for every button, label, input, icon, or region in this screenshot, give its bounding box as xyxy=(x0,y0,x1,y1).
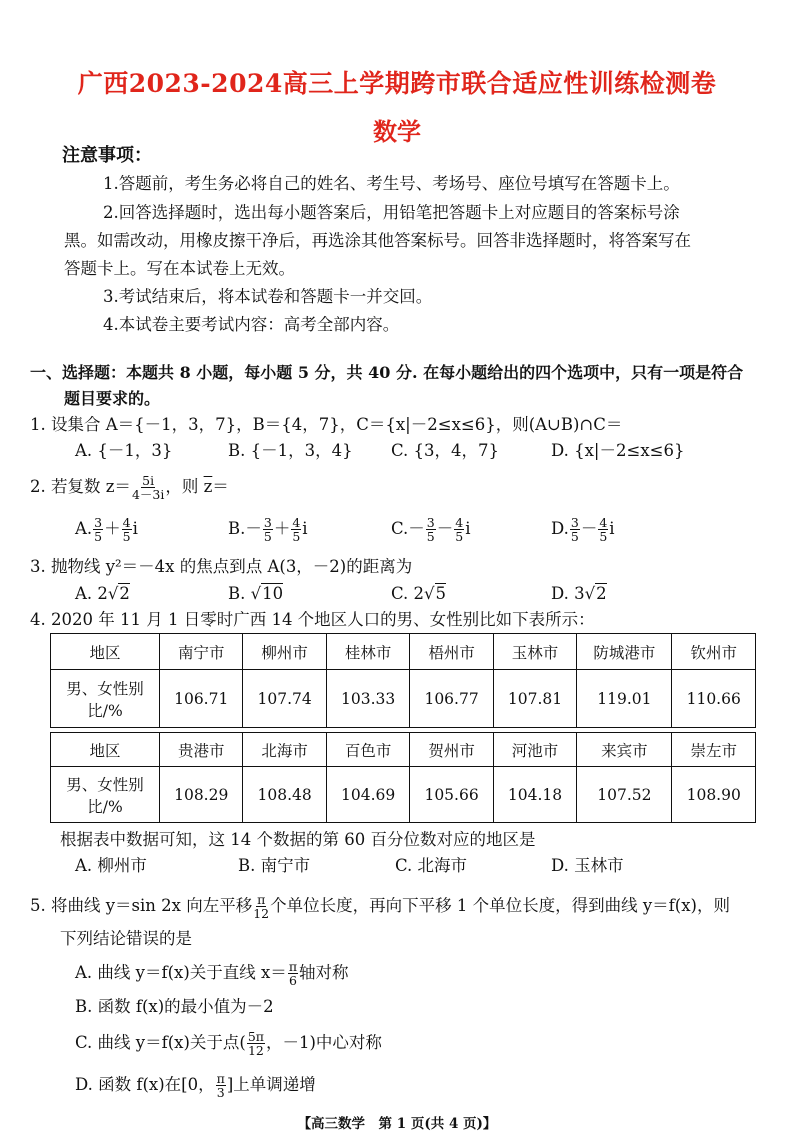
q1-option-b: B. {－1，3，4} xyxy=(228,441,353,460)
question-4-text: 根据表中数据可知，这 14 个数据的第 60 百分位数对应的地区是 xyxy=(60,830,536,849)
q1-option-c: C. {3，4，7} xyxy=(391,441,500,460)
q2-option-a: A. $\frac{3}{5}$ ＋ $\frac{4}{5}$ i xyxy=(75,515,138,544)
table-cell: 梧州市 xyxy=(410,634,493,670)
table-row xyxy=(51,733,756,767)
question-2-stem: 2. 若复数 z＝ $\frac{5i}{4-3i}$ ，则 $\overline{z}=$ xyxy=(30,473,229,502)
page-footer: 【高三数学 第 1 页(共 4 页)】 xyxy=(297,1116,497,1132)
page-title: 广西2023-2024高三上学期跨市联合适应性训练检测卷 xyxy=(77,69,717,98)
q5-option-d: D. 函数 f(x)在[0， $\frac{\pi}{3}$ ]上单调递增 xyxy=(75,1071,316,1100)
table-row xyxy=(51,670,756,728)
table-cell: 103.33 xyxy=(326,670,409,728)
table-cell: 107.74 xyxy=(243,670,326,728)
section-heading: 一、选择题：本题共 8 小题，每小题 5 分，共 40 分. 在每小题给出的四个选项中，只有一项是符合 xyxy=(30,363,744,382)
table-cell: 108.29 xyxy=(160,767,243,823)
notice-line: 答题卡上。写在本试卷上无效。 xyxy=(64,259,295,278)
table-cell: 来宾市 xyxy=(577,733,672,767)
q4-option-b: B. 南宁市 xyxy=(238,856,311,875)
table-cell: 柳州市 xyxy=(243,634,326,670)
table-cell: 贺州市 xyxy=(410,733,493,767)
notice-line: 1.答题前，考生务必将自己的姓名、考生号、考场号、座位号填写在答题卡上。 xyxy=(103,174,680,193)
table-cell: 钦州市 xyxy=(672,634,756,670)
q5-option-a: A. 曲线 y＝f(x)关于直线 x＝ $\frac{\pi}{6}$ 轴对称 xyxy=(75,959,349,988)
table-cell: 104.69 xyxy=(326,767,409,823)
table-cell: 玉林市 xyxy=(493,634,576,670)
table-header-cell: 男、女性别 比/% xyxy=(51,767,160,823)
notice-line: 4.本试卷主要考试内容：高考全部内容。 xyxy=(103,315,400,334)
q2-option-b: B.－ $\frac{3}{5}$ ＋ $\frac{4}{5}$ i xyxy=(228,515,308,544)
notice-heading: 注意事项： xyxy=(62,145,152,166)
table-row xyxy=(51,634,756,670)
table-header-cell: 男、女性别 比/% xyxy=(51,670,160,728)
table-cell: 104.18 xyxy=(493,767,576,823)
table-cell: 贵港市 xyxy=(160,733,243,767)
notice-line: 黑。如需改动，用橡皮擦干净后，再选涂其他答案标号。回答非选择题时，将答案写在 xyxy=(64,231,691,250)
table-row xyxy=(51,767,756,823)
table-header-cell: 地区 xyxy=(51,733,160,767)
table-cell: 南宁市 xyxy=(160,634,243,670)
question-5-stem: 5. 将曲线 y＝sin 2x 向左平移 $\frac{\pi}{12}$ 个单位长度，再向下平移 1 个单位长度，得到曲线 y＝f(x)，则 xyxy=(30,892,730,921)
q4-option-a: A. 柳州市 xyxy=(75,856,147,875)
table-cell: 119.01 xyxy=(577,670,672,728)
notice-line: 3.考试结束后，将本试卷和答题卡一并交回。 xyxy=(103,287,433,306)
q3-option-c: C. 2√5 xyxy=(391,584,447,603)
sex-ratio-table xyxy=(50,633,756,823)
question-4-stem: 4. 2020 年 11 月 1 日零时广西 14 个地区人口的男、女性别比如下表所示： xyxy=(30,610,595,629)
table-cell: 北海市 xyxy=(243,733,326,767)
question-5-stem-cont: 下列结论错误的是 xyxy=(60,929,192,948)
subject-title: 数学 xyxy=(373,117,421,146)
table-cell: 110.66 xyxy=(672,670,756,728)
table-cell: 108.48 xyxy=(243,767,326,823)
question-3-stem: 3. 抛物线 y²＝－4x 的焦点到点 A(3，－2)的距离为 xyxy=(30,557,413,576)
table-cell: 105.66 xyxy=(410,767,493,823)
table-cell: 107.81 xyxy=(493,670,576,728)
table-cell: 106.77 xyxy=(410,670,493,728)
q3-option-a: A. 2√2 xyxy=(75,584,130,603)
table-cell: 百色市 xyxy=(326,733,409,767)
table-cell: 崇左市 xyxy=(672,733,756,767)
table-header-cell: 地区 xyxy=(51,634,160,670)
table-cell: 桂林市 xyxy=(326,634,409,670)
notice-line: 2.回答选择题时，选出每小题答案后，用铅笔把答题卡上对应题目的答案标号涂 xyxy=(103,203,680,222)
q4-option-d: D. 玉林市 xyxy=(551,856,624,875)
table-cell: 防城港市 xyxy=(577,634,672,670)
q2-option-d: D. $\frac{3}{5}$ － $\frac{4}{5}$ i xyxy=(551,515,615,544)
q4-option-c: C. 北海市 xyxy=(395,856,468,875)
table-cell: 108.90 xyxy=(672,767,756,823)
q1-option-d: D. {x|－2≤x≤6} xyxy=(551,441,685,460)
section-heading-cont: 题目要求的。 xyxy=(64,389,161,408)
question-1-stem: 1. 设集合 A＝{－1，3，7}，B＝{4，7}，C＝{x|－2≤x≤6}，则(A∪B)∩C＝ xyxy=(30,415,623,434)
q3-option-b: B. √10 xyxy=(228,584,284,603)
q5-option-c: C. 曲线 y＝f(x)关于点( $\frac{5\pi}{12}$ ，－1)中心对称 xyxy=(75,1029,382,1058)
q2-option-c: C.－ $\frac{3}{5}$ － $\frac{4}{5}$ i xyxy=(391,515,471,544)
table-cell: 106.71 xyxy=(160,670,243,728)
table-cell: 107.52 xyxy=(577,767,672,823)
q5-option-b: B. 函数 f(x)的最小值为－2 xyxy=(75,997,274,1016)
q1-option-a: A. {－1，3} xyxy=(75,441,173,460)
table-cell: 河池市 xyxy=(493,733,576,767)
q3-option-d: D. 3√2 xyxy=(551,584,607,603)
